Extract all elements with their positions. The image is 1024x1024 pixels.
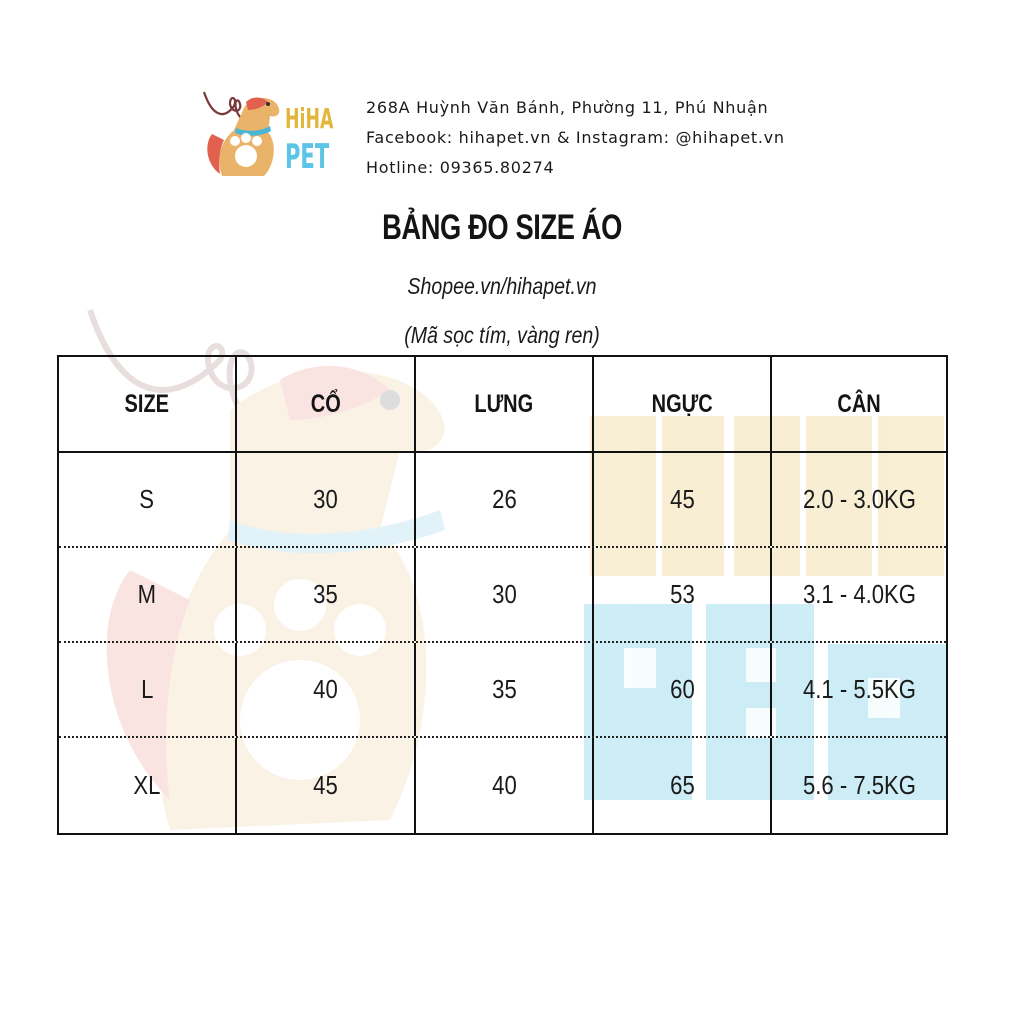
hotline-text: Hotline: 09365.80274 [366,158,555,177]
table-row [59,548,946,643]
cell-weight: 3.1 - 4.0KG [802,579,916,609]
table-cell [59,548,237,641]
table-cell [594,738,772,833]
table-cell [416,643,594,736]
table-cell [772,643,946,736]
table-cell [594,548,772,641]
header-back: LƯNG [474,389,534,418]
address-text: 268A Huỳnh Văn Bánh, Phường 11, Phú Nhuận [366,98,769,117]
table-cell [237,643,416,736]
table-cell [772,548,946,641]
cell-size: S [139,484,155,514]
header-cell [237,357,416,451]
header-cell [594,357,772,451]
cell-chest: 65 [669,770,695,800]
table-cell [772,453,946,546]
hihapet-logo [198,86,348,182]
table-row [59,738,946,833]
cell-size: L [140,674,154,704]
product-note: (Mã sọc tím, vàng ren) [404,322,600,348]
header-weight: CÂN [837,389,881,418]
table-cell [237,548,416,641]
cell-weight: 5.6 - 7.5KG [802,770,916,800]
cell-back: 35 [491,674,517,704]
cell-chest: 53 [669,579,695,609]
table-cell [772,738,946,833]
table-cell [59,453,237,546]
cell-neck: 45 [313,770,338,800]
cell-chest: 45 [669,484,695,514]
header-size: SIZE [124,389,170,418]
table-cell [59,643,237,736]
cell-size: XL [133,770,161,800]
cell-chest: 60 [669,674,695,704]
logo-text-bottom: PET [285,136,330,177]
table-cell [59,738,237,833]
cell-back: 30 [491,579,517,609]
table-row [59,643,946,738]
header-neck: CỔ [310,389,341,418]
header-cell [772,357,946,451]
shop-link-text: Shopee.vn/hihapet.vn [407,273,597,299]
table-row [59,453,946,548]
table-cell [237,738,416,833]
header-cell [59,357,237,451]
table-cell [416,548,594,641]
header-chest: NGỰC [651,389,713,418]
social-text: Facebook: hihapet.vn & Instagram: @hihapet.vn [366,128,785,147]
cell-size: M [137,579,157,609]
cell-back: 40 [491,770,517,800]
cell-weight: 4.1 - 5.5KG [802,674,916,704]
cell-neck: 30 [313,484,338,514]
page-title: BẢNG ĐO SIZE ÁO [382,208,622,247]
cell-neck: 40 [313,674,338,704]
table-cell [594,453,772,546]
size-table [57,355,948,835]
table-cell [416,738,594,833]
table-header-row [59,357,946,453]
cell-neck: 35 [313,579,338,609]
table-cell [237,453,416,546]
header-cell [416,357,594,451]
cell-back: 26 [491,484,517,514]
cell-weight: 2.0 - 3.0KG [802,484,916,514]
table-cell [594,643,772,736]
contact-info [366,93,785,183]
logo-text-top: HiHA [285,102,334,136]
table-cell [416,453,594,546]
